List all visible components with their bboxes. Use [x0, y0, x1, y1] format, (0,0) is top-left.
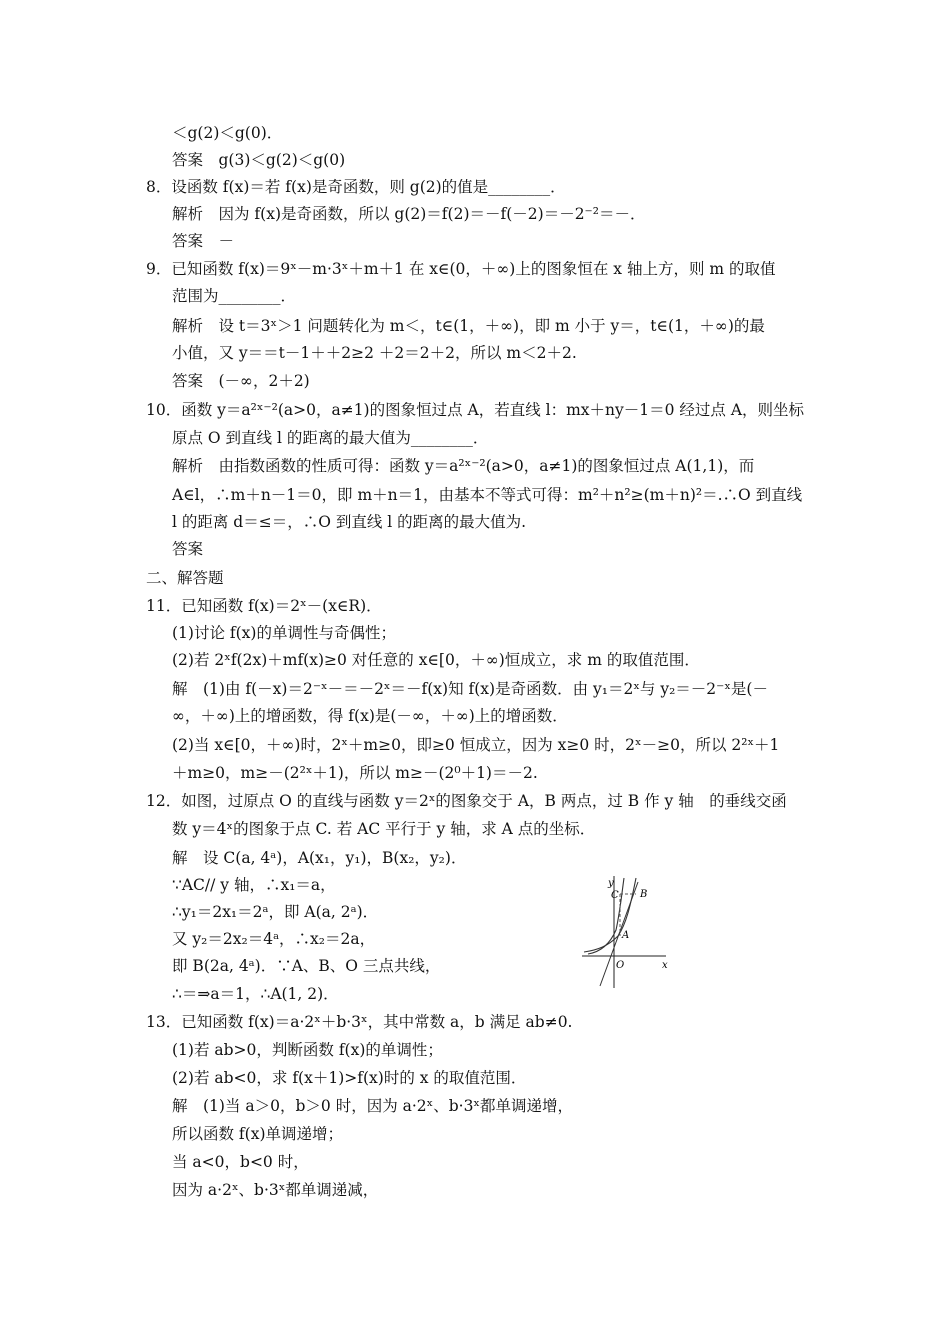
text-line: (1)讨论 f(x)的单调性与奇偶性；	[172, 624, 396, 642]
question-9: 9．已知函数 f(x)＝9ˣ－m·3ˣ＋m＋1 在 x∈(0，＋∞)上的图象恒在 x 轴上方，则 m 的取值	[146, 260, 776, 278]
text-line: 因为 a·2ˣ、b·3ˣ都单调递减，	[172, 1181, 379, 1199]
text-line: 即 B(2a, 4ᵃ)．∵A、B、O 三点共线，	[172, 957, 441, 975]
section-heading: 二、解答题	[146, 569, 224, 587]
solution-line: 解 设 C(a, 4ᵃ)，A(x₁，y₁)，B(x₂，y₂)．	[172, 849, 467, 867]
analysis-line: 解析 由指数函数的性质可得：函数 y＝a²ˣ⁻²(a>0，a≠1)的图象恒过点 A(1,1)，而	[172, 457, 755, 475]
solution-line: 解 (1)当 a＞0，b＞0 时，因为 a·2ˣ、b·3ˣ都单调递增，	[172, 1097, 574, 1115]
text-line: (2)若 2ˣf(2x)＋mf(x)≥0 对任意的 x∈[0，＋∞)恒成立，求 m 的取值范围．	[172, 651, 700, 669]
answer-line: 答案 g(3)＜g(2)＜g(0)	[172, 151, 346, 169]
question-13: 13．已知函数 f(x)＝a·2ˣ＋b·3ˣ，其中常数 a，b 满足 ab≠0.	[146, 1013, 573, 1031]
analysis-line: 解析 因为 f(x)是奇函数，所以 g(2)＝f(2)＝－f(－2)＝－2⁻²＝－．	[172, 205, 646, 223]
text-line: 当 a<0，b<0 时，	[172, 1153, 309, 1171]
point-b-label: B	[640, 889, 648, 900]
x-axis-label: x	[662, 960, 668, 971]
question-10: 10．函数 y＝a²ˣ⁻²(a>0，a≠1)的图象恒过点 A，若直线 l：mx＋ny－1＝0 经过点 A，则坐标	[146, 401, 805, 419]
origin-label: O	[616, 960, 625, 971]
text-line: 范围为________．	[172, 287, 297, 305]
answer-line: 答案 －	[172, 232, 235, 250]
text-line: 所以函数 f(x)单调递增；	[172, 1125, 344, 1143]
answer-line: 答案	[172, 540, 204, 558]
text-line: ∴＝⇒a＝1，∴A(1, 2)．	[172, 985, 339, 1003]
text-line: ∵AC// y 轴，∴x₁＝a，	[172, 876, 336, 894]
text-line: ＋m≥0，m≥－(2²ˣ＋1)，所以 m≥－(2⁰＋1)＝－2.	[172, 764, 538, 782]
text-line: 原点 O 到直线 l 的距离的最大值为________．	[172, 429, 489, 447]
question-11: 11．已知函数 f(x)＝2ˣ－(x∈R)．	[146, 597, 382, 615]
text-line: 数 y＝4ˣ的图象于点 C. 若 AC 平行于 y 轴，求 A 点的坐标．	[172, 820, 596, 838]
text-line: A∈l，∴m＋n－1＝0，即 m＋n＝1，由基本不等式可得：m²＋n²≥(m＋n)²＝.∴O 到直线	[172, 486, 803, 504]
text-line: l 的距离 d＝≤＝，∴O 到直线 l 的距离的最大值为.	[172, 513, 527, 531]
exponential-graph-figure	[578, 872, 670, 990]
text-line: (2)当 x∈[0，＋∞)时，2ˣ＋m≥0，即≥0 恒成立，因为 x≥0 时，2ˣ－≥0，所以 2²ˣ＋1	[172, 736, 780, 754]
text-line: (2)若 ab<0，求 f(x＋1)>f(x)时的 x 的取值范围．	[172, 1069, 527, 1087]
solution-line: 解 (1)由 f(－x)＝2⁻ˣ－＝－2ˣ＝－f(x)知 f(x)是奇函数．由 y₁＝2ˣ与 y₂＝－2⁻ˣ是(－	[172, 680, 768, 698]
text-line: (1)若 ab>0，判断函数 f(x)的单调性；	[172, 1041, 443, 1059]
text-line: 又 y₂＝2x₂＝4ᵃ，∴x₂＝2a，	[172, 930, 376, 948]
analysis-line: 解析 设 t＝3ˣ＞1 问题转化为 m＜，t∈(1，＋∞)，即 m 小于 y＝，t∈(1，＋∞)的最	[172, 317, 765, 335]
text-line: ∴y₁＝2x₁＝2ᵃ，即 A(a, 2ᵃ)．	[172, 903, 379, 921]
y-axis-label: y	[608, 878, 614, 889]
answer-line: 答案 (－∞，2＋2)	[172, 372, 310, 390]
question-12: 12．如图，过原点 O 的直线与函数 y＝2ˣ的图象交于 A，B 两点，过 B 作 y 轴 的垂线交函	[146, 792, 787, 810]
point-c-label: C	[611, 890, 619, 901]
question-8: 8．设函数 f(x)＝若 f(x)是奇函数，则 g(2)的值是________．	[146, 178, 566, 196]
text-line: ＜g(2)＜g(0)．	[172, 124, 283, 142]
point-a-label: A	[622, 930, 630, 941]
text-line: 小值，又 y＝＝t－1＋＋2≥2 ＋2＝2＋2，所以 m＜2＋2.	[172, 344, 577, 362]
text-line: ∞，＋∞)上的增函数，得 f(x)是(－∞，＋∞)上的增函数．	[172, 707, 568, 725]
